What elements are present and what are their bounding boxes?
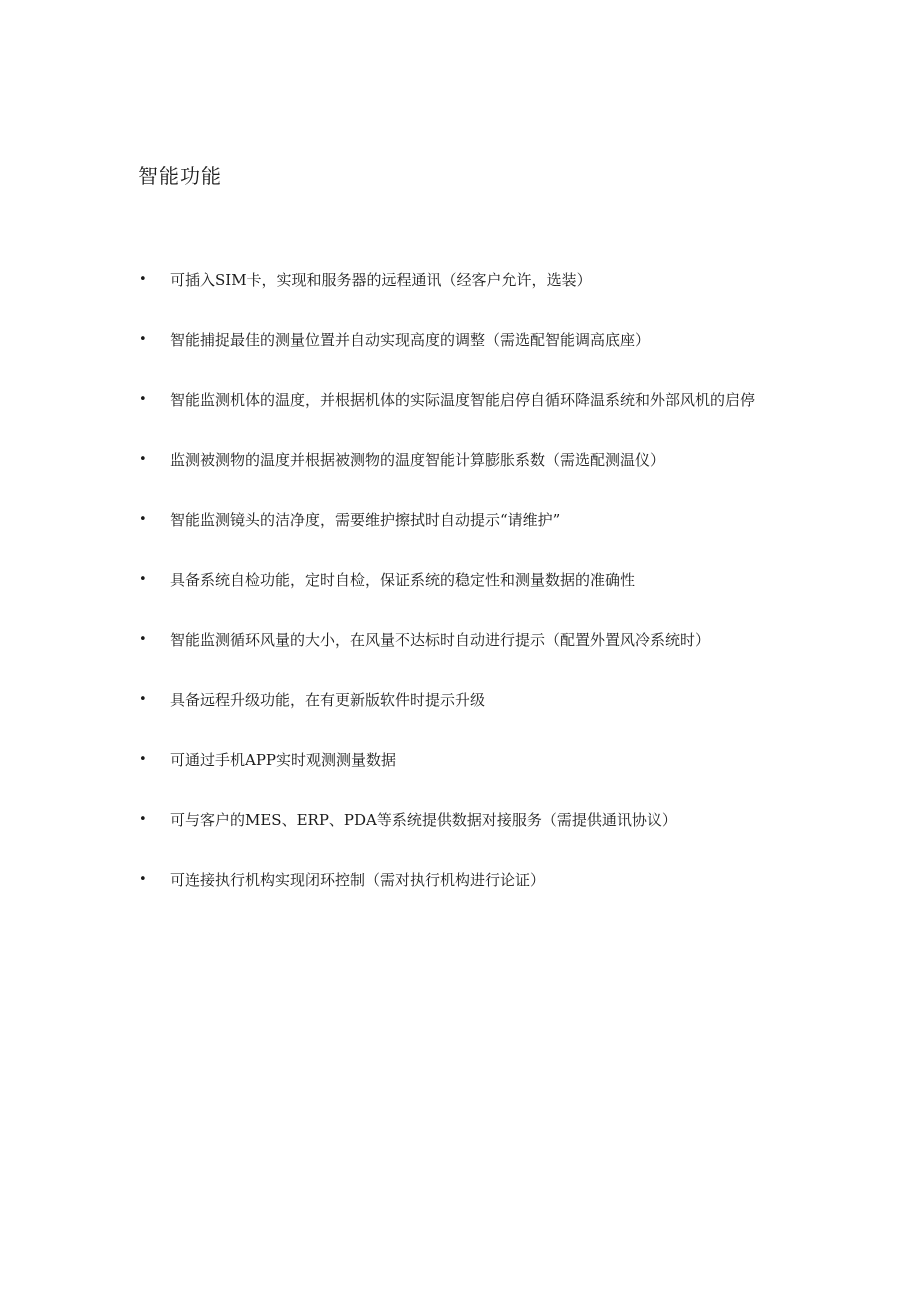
feature-item <box>138 610 798 670</box>
feature-text: 监测被测物的温度并根据被测物的温度智能计算膨胀系数（需选配测温仪） <box>170 451 666 469</box>
feature-item <box>138 550 798 610</box>
bullet-icon: • <box>139 812 147 827</box>
feature-text: 可连接执行机构实现闭环控制（需对执行机构进行论证） <box>170 871 546 889</box>
feature-item <box>138 430 798 490</box>
feature-text: 智能监测镜头的洁净度，需要维护擦拭时自动提示“请维护” <box>170 511 561 529</box>
feature-item <box>138 790 798 850</box>
bullet-icon: • <box>139 512 147 527</box>
feature-text: 可插入SIM卡，实现和服务器的远程通讯（经客户允许，选装） <box>170 271 592 289</box>
bullet-icon: • <box>139 332 147 347</box>
feature-text: 具备远程升级功能，在有更新版软件时提示升级 <box>170 691 486 709</box>
feature-text: 智能监测循环风量的大小，在风量不达标时自动进行提示（配置外置风冷系统时） <box>170 631 711 649</box>
bullet-icon: • <box>139 872 147 887</box>
bullet-icon: • <box>139 752 147 767</box>
feature-item <box>138 370 798 430</box>
feature-text: 智能捕捉最佳的测量位置并自动实现高度的调整（需选配智能调高底座） <box>170 331 651 349</box>
bullet-icon: • <box>139 452 147 467</box>
feature-item <box>138 730 798 790</box>
bullet-icon: • <box>139 632 147 647</box>
feature-text: 具备系统自检功能，定时自检，保证系统的稳定性和测量数据的准确性 <box>170 571 636 589</box>
bullet-icon: • <box>139 572 147 587</box>
feature-item <box>138 250 798 310</box>
feature-item <box>138 490 798 550</box>
feature-text: 智能监测机体的温度，并根据机体的实际温度智能启停自循环降温系统和外部风机的启停 <box>170 391 756 409</box>
section-heading: 智能功能 <box>138 164 222 188</box>
feature-item <box>138 310 798 370</box>
bullet-icon: • <box>139 392 147 407</box>
feature-list <box>138 250 798 910</box>
feature-text: 可与客户的MES、ERP、PDA等系统提供数据对接服务（需提供通讯协议） <box>170 811 677 829</box>
bullet-icon: • <box>139 272 147 287</box>
bullet-icon: • <box>139 692 147 707</box>
feature-item <box>138 850 798 910</box>
feature-text: 可通过手机APP实时观测测量数据 <box>170 751 397 769</box>
feature-item <box>138 670 798 730</box>
